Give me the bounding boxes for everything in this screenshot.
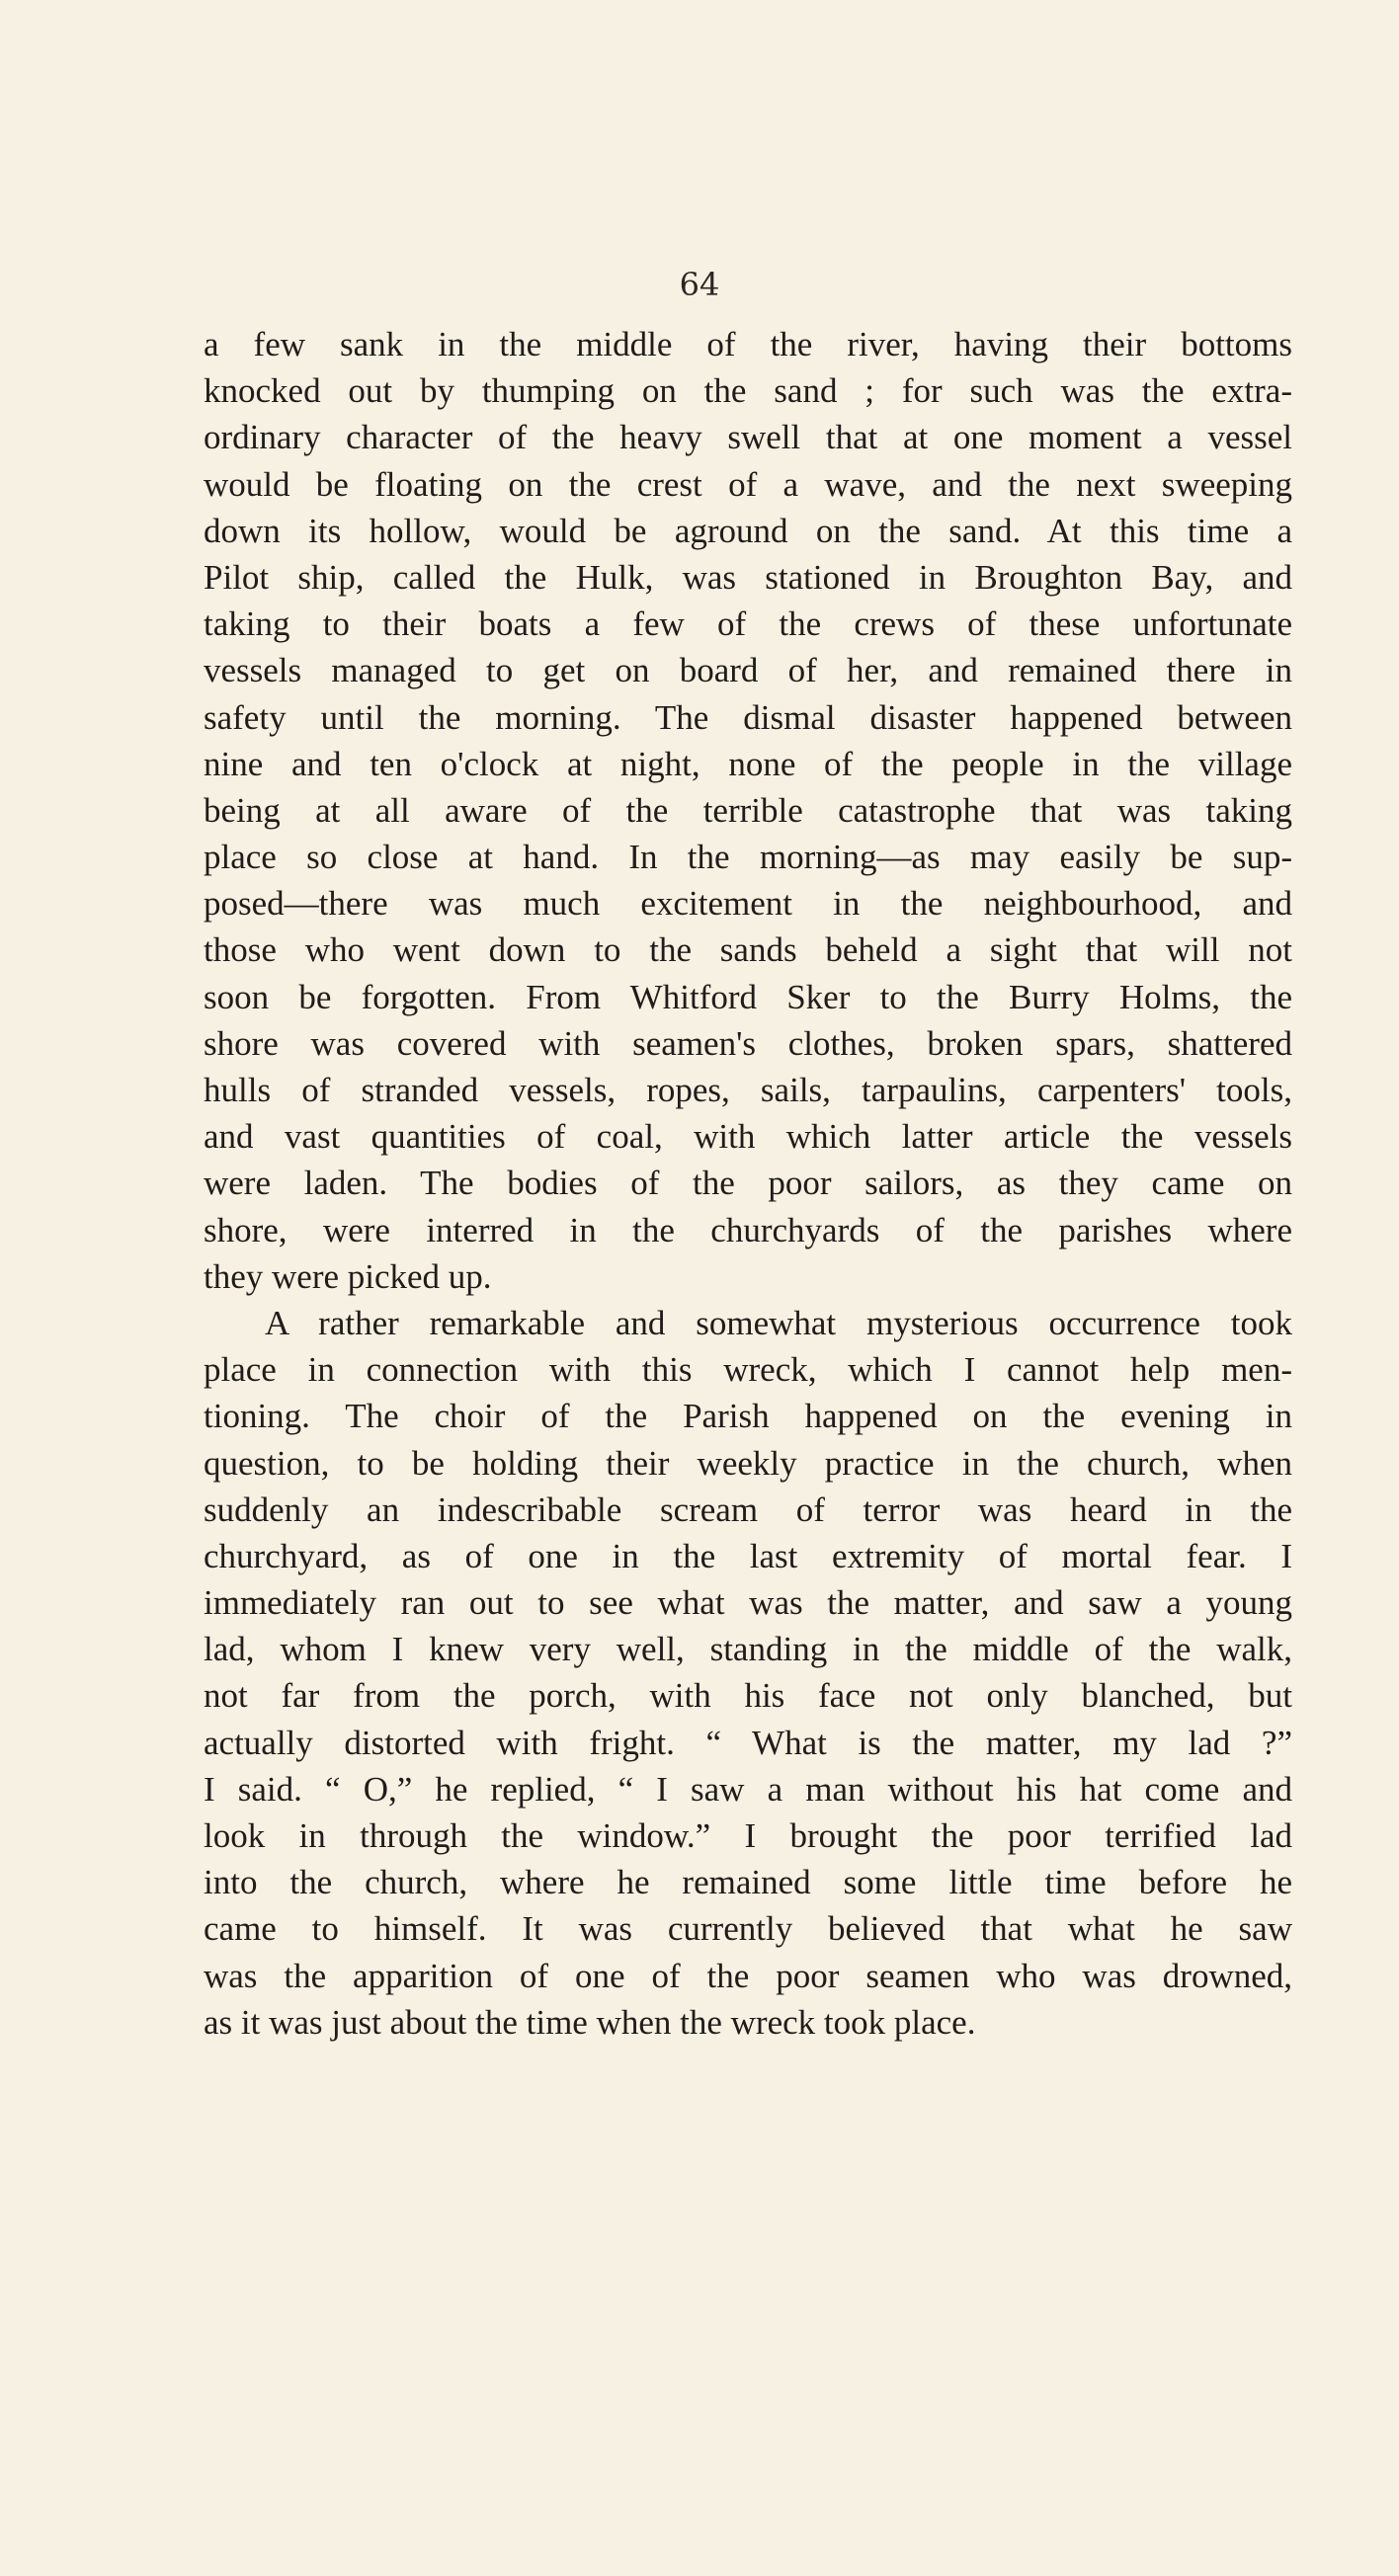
text-line: soon be forgotten. From Whitford Sker to the Burry Holms, the: [204, 977, 1292, 1016]
body-text: [204, 321, 1292, 2046]
page-number: 64: [679, 266, 720, 303]
text-line: Pilot ship, called the Hulk, was stationed in Broughton Bay, and: [204, 557, 1292, 597]
text-line: churchyard, as of one in the last extremity of mortal fear. I: [204, 1536, 1292, 1575]
text-line: immediately ran out to see what was the matter, and saw a young: [204, 1583, 1292, 1623]
text-line: actually distorted with fright. “ What is the matter, my lad ?”: [204, 1723, 1292, 1762]
text-line: hulls of stranded vessels, ropes, sails, tarpaulins, carpenters' tools,: [204, 1071, 1292, 1109]
text-line: place in connection with this wreck, which I cannot help men-: [204, 1350, 1292, 1390]
text-line: knocked out by thumping on the sand ; for such was the extra-: [204, 371, 1292, 411]
text-line: a few sank in the middle of the river, having their bottoms: [204, 325, 1292, 363]
text-line: they were picked up.: [204, 1256, 492, 1296]
text-line: lad, whom I knew very well, standing in the middle of the walk,: [204, 1630, 1292, 1669]
text-line: place so close at hand. In the morning—as may easily be sup-: [204, 838, 1292, 877]
text-line: down its hollow, would be aground on the sand. At this time a: [204, 511, 1292, 550]
text-line: being at all aware of the terrible catastrophe that was taking: [204, 790, 1292, 830]
text-line: suddenly an indescribable scream of terror was heard in the: [204, 1489, 1292, 1529]
text-line: shore, were interred in the churchyards of the parishes where: [204, 1210, 1292, 1249]
text-line: would be floating on the crest of a wave, and the next sweeping: [204, 464, 1292, 504]
text-line: nine and ten o'clock at night, none of the people in the village: [204, 744, 1292, 783]
text-line: safety until the morning. The dismal disaster happened between: [204, 697, 1292, 737]
text-line: ordinary character of the heavy swell that at one moment a vessel: [204, 418, 1292, 457]
text-line: was the apparition of one of the poor seamen who was drowned,: [204, 1956, 1292, 1995]
text-line: came to himself. It was currently believed that what he saw: [204, 1909, 1292, 1949]
text-line: A rather remarkable and somewhat mysterious occurrence took: [265, 1303, 1292, 1342]
text-line: were laden. The bodies of the poor sailors, as they came on: [204, 1164, 1292, 1203]
text-line: into the church, where he remained some little time before he: [204, 1863, 1292, 1902]
text-line: as it was just about the time when the wreck took place.: [204, 2002, 976, 2042]
text-line: shore was covered with seamen's clothes, broken spars, shattered: [204, 1023, 1292, 1063]
text-line: posed—there was much excitement in the neighbourhood, and: [204, 884, 1292, 924]
text-line: look in through the window.” I brought the poor terrified lad: [204, 1816, 1292, 1855]
text-line: taking to their boats a few of the crews of these unfortunate: [204, 604, 1292, 644]
text-line: not far from the porch, with his face not only blanched, but: [204, 1676, 1292, 1716]
text-line: those who went down to the sands beheld a sight that will not: [204, 930, 1292, 970]
text-line: tioning. The choir of the Parish happened on the evening in: [204, 1397, 1292, 1436]
text-line: vessels managed to get on board of her, and remained there in: [204, 651, 1292, 690]
text-line: and vast quantities of coal, with which latter article the vessels: [204, 1117, 1292, 1157]
text-line: question, to be holding their weekly practice in the church, when: [204, 1443, 1292, 1483]
text-line: I said. “ O,” he replied, “ I saw a man without his hat come and: [204, 1769, 1292, 1809]
